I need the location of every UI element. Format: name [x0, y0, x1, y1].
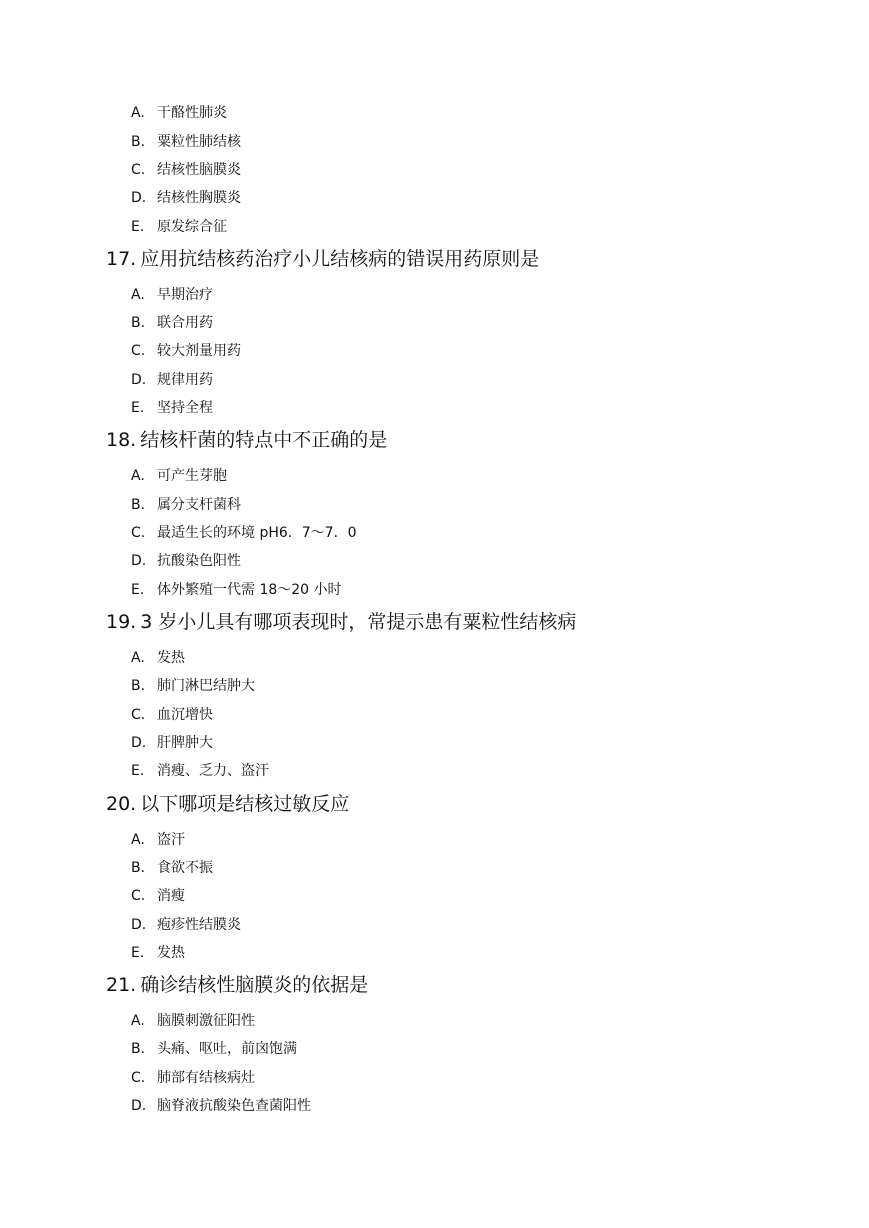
option-a: A. 干酪性肺炎	[131, 105, 227, 121]
option-c: C. 血沉增快	[131, 707, 213, 723]
question-18-title: 18. 结核杆菌的特点中不正确的是	[106, 429, 388, 451]
option-b: B. 食欲不振	[131, 860, 213, 876]
option-d: D. 结核性胸膜炎	[131, 190, 241, 206]
option-e: E. 体外繁殖一代需 18～20 小时	[131, 582, 342, 598]
option-a: A. 发热	[131, 650, 185, 666]
option-d: D. 抗酸染色阳性	[131, 553, 241, 569]
option-d: D. 肝脾肿大	[131, 735, 213, 751]
option-e: E. 原发综合征	[131, 219, 227, 235]
option-c: C. 较大剂量用药	[131, 343, 241, 359]
question-20-title: 20. 以下哪项是结核过敏反应	[106, 793, 350, 815]
option-c: C. 结核性脑膜炎	[131, 162, 241, 178]
option-e: E. 发热	[131, 945, 185, 961]
option-e: E. 消瘦、乏力、盗汗	[131, 763, 269, 779]
option-b: B. 肺门淋巴结肿大	[131, 678, 255, 694]
option-c: C. 消瘦	[131, 888, 185, 904]
option-b: B. 粟粒性肺结核	[131, 134, 241, 150]
option-b: B. 联合用药	[131, 315, 213, 331]
option-d: D. 规律用药	[131, 372, 213, 388]
question-17-title: 17. 应用抗结核药治疗小儿结核病的错误用药原则是	[106, 248, 540, 270]
option-c: C. 最适生长的环境 pH6．7～7．0	[131, 525, 357, 541]
option-a: A. 盗汗	[131, 832, 185, 848]
option-a: A. 早期治疗	[131, 287, 213, 303]
question-19-title: 19. 3 岁小儿具有哪项表现时，常提示患有粟粒性结核病	[106, 611, 577, 633]
option-a: A. 可产生芽胞	[131, 468, 227, 484]
option-b: B. 属分支杆菌科	[131, 497, 241, 513]
option-b: B. 头痛、呕吐，前囟饱满	[131, 1041, 297, 1057]
option-d: D. 疱疹性结膜炎	[131, 917, 241, 933]
option-c: C. 肺部有结核病灶	[131, 1070, 255, 1086]
question-21-title: 21. 确诊结核性脑膜炎的依据是	[106, 974, 369, 996]
option-e: E. 坚持全程	[131, 400, 213, 416]
option-d: D. 脑脊液抗酸染色查菌阳性	[131, 1098, 311, 1114]
option-a: A. 脑膜刺激征阳性	[131, 1013, 255, 1029]
